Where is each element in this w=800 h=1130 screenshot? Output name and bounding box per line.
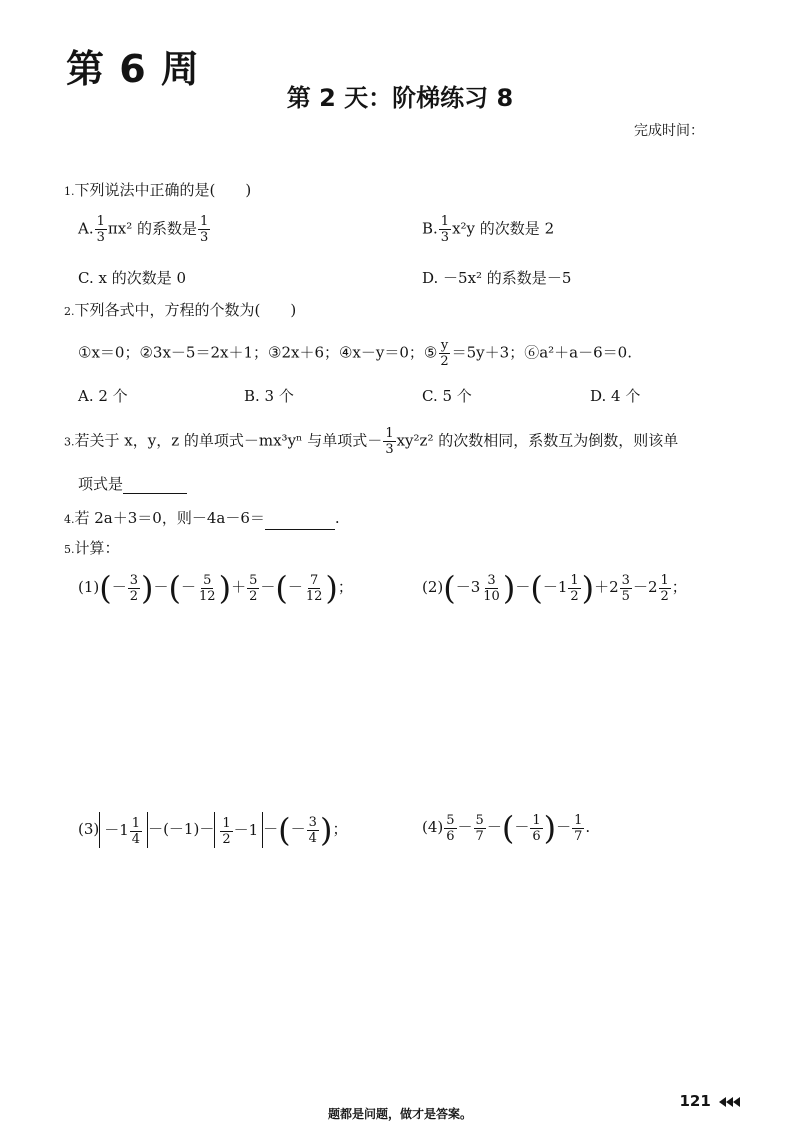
q5-p2-t2-den: 2 (570, 588, 579, 604)
paren-close: ) (218, 569, 232, 607)
q2-stem-text: 下列各式中，方程的个数为( ) (74, 301, 297, 319)
paren-close: ) (543, 809, 557, 847)
q5-p4-f4 (572, 813, 584, 844)
q3-answer-blank[interactable] (123, 477, 187, 494)
q3-stem (64, 426, 678, 457)
q2-option-a: A. 2 个 (78, 387, 128, 405)
q1-stem-text: 下列说法中正确的是( ) (74, 181, 252, 199)
paren-close: ) (581, 569, 595, 607)
q3-line2-text: 项式是 (78, 475, 124, 493)
q5-p1-t1-frac (128, 573, 140, 604)
q2-option-c: C. 5 个 (422, 387, 472, 405)
q2-eq-frac (438, 338, 450, 369)
q5-p3-end: ； (332, 820, 348, 838)
q5-p3-t3-frac (307, 815, 319, 846)
q5-p3-abs2-frac (220, 816, 232, 847)
q5-p1-t2-frac (197, 573, 218, 604)
q5-p4-f1-num: 5 (446, 812, 455, 828)
q1-stem (64, 180, 251, 202)
q1-b-frac (439, 214, 451, 245)
q5-p1-t4-frac (304, 573, 325, 604)
q5-p1-t1-num: 3 (129, 572, 139, 588)
q5-p4-op2: － (486, 818, 502, 836)
q1-a-ans-frac (198, 214, 210, 245)
q5-p1-op2: ＋ (231, 578, 247, 596)
q5-p2-t3-den: 5 (621, 588, 630, 604)
q5-p1-t2-den: 12 (199, 588, 216, 604)
paren-open: ( (278, 811, 291, 849)
q5-part1 (78, 569, 353, 607)
q1-number: 1. (64, 185, 75, 198)
q1-option-b (422, 214, 554, 245)
q5-p3-mid1: －(－1)－ (148, 820, 215, 838)
q5-part2 (422, 569, 687, 607)
q5-p3-mid2: － (263, 820, 279, 838)
q5-p2-t2-sign: －1 (542, 578, 568, 596)
q5-p4-f2-den: 7 (475, 828, 484, 844)
q4-answer-blank[interactable] (265, 513, 335, 530)
q3-frac-den: 3 (385, 442, 394, 457)
q3-text-b: xy²z² 的次数相同，系数互为倒数，则该单 (396, 431, 679, 450)
q1-b-letter: B. (422, 219, 438, 238)
q4-stem (64, 508, 340, 530)
q5-p4-label: (4) (422, 818, 444, 836)
paren-close: ) (141, 569, 154, 607)
q5-p3-abs2-num: 1 (222, 815, 231, 831)
q5-p4-f4-num: 1 (574, 812, 583, 828)
q2-number: 2. (64, 305, 75, 318)
q5-p4-f1-den: 6 (446, 828, 455, 844)
q2-eq-after: ＝5y＋3；⑥a²＋a－6＝0. (451, 343, 632, 362)
q5-p4-f4-den: 7 (574, 828, 583, 844)
paren-close: ) (502, 569, 516, 607)
q5-p1-t3-num: 5 (249, 572, 258, 588)
q5-p2-t1-num: 3 (487, 572, 496, 588)
q5-p4-op3: － (556, 818, 572, 836)
q1-option-c: C. x 的次数是 0 (78, 269, 187, 287)
q5-p1-t4-num: 7 (310, 572, 319, 588)
q5-p4-f2 (474, 813, 486, 844)
q5-p1-t3-frac (247, 573, 259, 604)
q1-b-tail: 的次数是 2 (475, 219, 555, 238)
q5-p3-abs2-post: －1 (233, 821, 259, 839)
q2-stem (64, 300, 296, 322)
completion-time-label: 完成时间： (634, 123, 704, 139)
q5-p1-t1-den: 2 (129, 588, 139, 604)
q3-line2 (78, 474, 187, 494)
q5-p3-abs1-num: 1 (131, 815, 141, 831)
q1-a-letter: A. (78, 219, 94, 238)
q5-part4 (422, 809, 591, 847)
q1-b-frac-den: 3 (440, 230, 450, 245)
q5-p2-t1-sign: －3 (455, 578, 481, 596)
q5-p3-label: (3) (78, 820, 100, 838)
q5-p1-t4-sign: － (287, 578, 303, 596)
q1-a-mid: 的系数是 (132, 219, 198, 238)
q5-p3-t3-den: 4 (308, 830, 317, 846)
q5-p1-t2-sign: － (181, 578, 197, 596)
q5-p3-abs2 (214, 812, 263, 848)
q1-option-d: D. －5x² 的系数是－5 (422, 269, 572, 287)
q5-p2-t1-den: 10 (483, 588, 500, 604)
q5-p2-end: ； (671, 578, 687, 596)
paren-close: ) (319, 811, 333, 849)
paren-open: ( (275, 569, 288, 607)
q1-a-expr: πx² (107, 219, 133, 238)
q5-p2-op2: ＋2 (594, 578, 619, 596)
paren-open: ( (99, 569, 112, 607)
q4-end: . (334, 509, 340, 527)
q5-p3-abs2-den: 2 (222, 831, 231, 847)
q2-option-b: B. 3 个 (244, 387, 294, 405)
q5-p4-t3-num: 1 (532, 812, 541, 828)
q2-eq-num: y (440, 338, 449, 353)
q5-p1-t2-num: 5 (203, 572, 212, 588)
q5-p4-t3-frac (530, 813, 542, 844)
q5-p2-t3-num: 3 (621, 572, 630, 588)
paren-open: ( (168, 569, 182, 607)
q2-eq-den: 2 (440, 354, 449, 369)
q4-text: 若 2a＋3＝0，则－4a－6＝ (74, 509, 265, 527)
q5-p4-f1 (444, 813, 456, 844)
q2-eq-before: ①x＝0；②3x－5＝2x＋1；③2x＋6；④x－y＝0；⑤ (78, 343, 438, 362)
q1-b-expr: x²y (452, 219, 476, 238)
q5-stem (64, 538, 120, 560)
q5-p3-t3-sign: － (290, 820, 306, 838)
q1-a-frac-den: 3 (96, 230, 105, 245)
q3-frac-num: 1 (385, 426, 394, 441)
paren-open: ( (530, 569, 543, 607)
q2-option-d: D. 4 个 (590, 387, 641, 405)
q4-number: 4. (64, 513, 75, 526)
q5-p1-t4-den: 12 (305, 588, 323, 604)
q5-p4-f2-num: 5 (475, 812, 484, 828)
q5-p3-abs1 (99, 812, 148, 848)
paren-close: ) (325, 569, 338, 607)
q5-p1-label: (1) (78, 578, 100, 596)
q5-p3-abs1-den: 4 (131, 831, 141, 847)
page-number-text: 121 (679, 1092, 711, 1110)
q5-p2-t2-num: 1 (570, 572, 579, 588)
q5-p2-t4-num: 1 (660, 572, 669, 588)
q5-part3 (78, 812, 347, 848)
q5-p3-t3-num: 3 (308, 814, 317, 830)
q5-p1-op3: － (260, 578, 276, 596)
q5-p3-abs1-frac (130, 816, 142, 847)
q3-number: 3. (64, 435, 75, 449)
q1-a-ans-num: 1 (200, 214, 209, 229)
q5-p2-op1: － (515, 578, 531, 596)
q5-number: 5. (64, 543, 75, 556)
q5-p2-t2-frac (568, 573, 580, 604)
q5-p1-t3-den: 2 (249, 588, 258, 604)
q5-p2-t1-frac (481, 573, 502, 604)
q3-frac (383, 426, 395, 457)
q5-p4-t3-den: 6 (532, 828, 541, 844)
q5-p4-t3-sign: － (514, 818, 530, 836)
week-heading: 第 6 周 (66, 47, 200, 91)
q5-p2-t3-frac (620, 573, 632, 604)
q5-p2-t4-den: 2 (660, 588, 669, 604)
q5-p1-end: ； (337, 578, 353, 596)
q1-a-frac (95, 214, 107, 245)
q5-p1-t1-sign: － (111, 578, 127, 596)
q5-p3-abs1-pre: －1 (104, 821, 129, 839)
q1-b-frac-num: 1 (440, 214, 450, 229)
q5-p2-label: (2) (422, 578, 444, 596)
q5-p1-op1: － (153, 578, 169, 596)
q5-p4-op1: － (457, 818, 473, 836)
page-title: 第 2 天：阶梯练习 8 (286, 84, 514, 112)
q5-stem-text: 计算： (74, 539, 120, 557)
paren-open: ( (443, 569, 456, 607)
footer-motto: 题都是问题，做才是答案。 (327, 1107, 472, 1121)
q1-a-ans-den: 3 (200, 230, 209, 245)
q2-equations (78, 338, 632, 369)
q5-p4-end: . (585, 818, 591, 836)
q5-p2-t4-frac (659, 573, 671, 604)
q1-option-a (78, 214, 211, 245)
paren-open: ( (501, 809, 515, 847)
q3-text-a: 若关于 x，y，z 的单项式－mx³yⁿ 与单项式－ (74, 431, 383, 450)
q1-a-frac-num: 1 (96, 214, 105, 229)
q5-p2-op3: －2 (632, 578, 658, 596)
